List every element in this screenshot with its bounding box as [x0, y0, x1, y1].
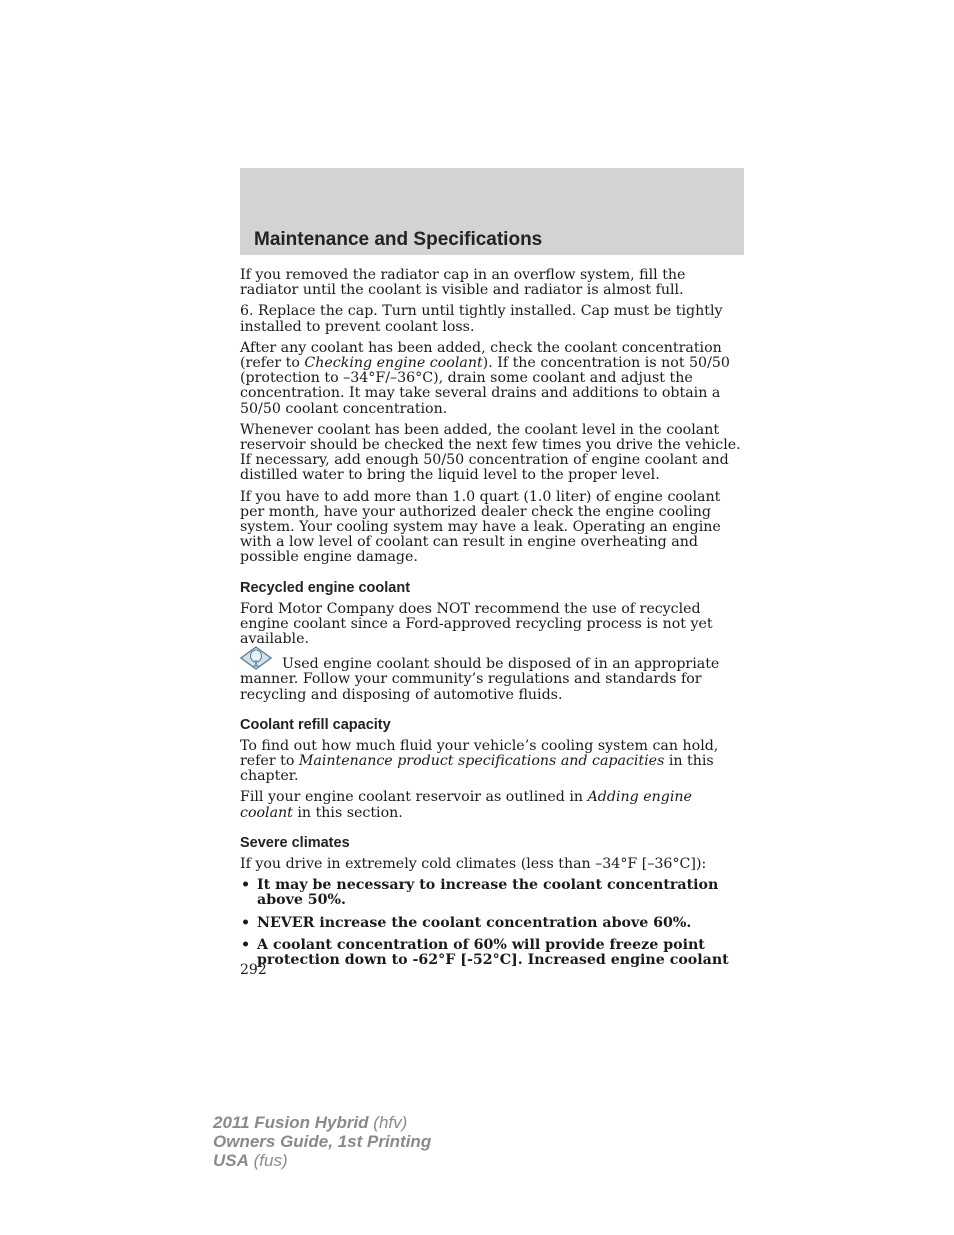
paragraph [240, 739, 746, 785]
cross-reference: Checking engine coolant [304, 355, 483, 372]
paragraph: If you drive in extremely cold climates (less than –34°F [–36°C]): [240, 855, 707, 872]
paragraph: 6. Replace the cap. Turn until tightly installed. Cap must be tightly installed to prevent coolant loss. [240, 303, 723, 335]
section-title: Maintenance and Specifications [254, 229, 543, 250]
page-number: 292 [240, 962, 267, 978]
footer-line [213, 1113, 431, 1132]
market-code: (fus) [248, 1151, 288, 1170]
footer-line [213, 1132, 431, 1151]
footer-imprint [213, 1113, 431, 1170]
list-item: • A coolant concentration of 60% will provide freeze point protection down to -62°F [-52°C]. Increased engine coolant [240, 938, 746, 968]
text: After any coolant has been added, check the coolant concentration (refer to [240, 339, 722, 372]
page-content [240, 268, 746, 975]
text: To find out how much fluid your vehicle’s cooling system can hold, refer to [240, 737, 719, 770]
guide-edition: Owners Guide, 1st Printing [213, 1132, 432, 1151]
environment-note [240, 657, 746, 703]
paragraph: Ford Motor Company does NOT recommend the use of recycled engine coolant since a Ford-approved recycling process is not yet available. [240, 600, 713, 648]
cross-reference: Adding engine coolant [240, 789, 692, 821]
subheading-refill: Coolant refill capacity [240, 716, 391, 733]
bullet-list [240, 878, 746, 968]
section-header-band [240, 168, 744, 255]
market: USA [213, 1151, 249, 1170]
model-code: (hfv) [368, 1113, 408, 1132]
subheading-severe: Severe climates [240, 834, 350, 851]
text: Used engine coolant should be disposed of in an appropriate manner. Follow your community’s regulations and standards for recycling and disposing of automotive fluids. [240, 656, 720, 703]
footer-line [213, 1151, 431, 1170]
paragraph: If you removed the radiator cap in an overflow system, fill the radiator until the coolant is visible and radiator is almost full. [240, 267, 686, 299]
paragraph [240, 341, 746, 417]
tree-icon [240, 646, 272, 670]
cross-reference: Maintenance product specifications and capacities [298, 753, 665, 770]
text: in this chapter. [240, 753, 714, 785]
paragraph: If you have to add more than 1.0 quart (1.0 liter) of engine coolant per month, have your authorized dealer check the engine cooling system. Your cooling system may have a leak. Operating an engine with a low level of coolant can result in engine overheating and possible engine damage. [240, 488, 721, 566]
subheading-recycled: Recycled engine coolant [240, 579, 411, 596]
list-item: • It may be necessary to increase the coolant concentration above 50%. [240, 878, 746, 908]
list-item: • NEVER increase the coolant concentration above 60%. [240, 916, 746, 931]
model-name: 2011 Fusion Hybrid [213, 1113, 369, 1132]
paragraph: Whenever coolant has been added, the coolant level in the coolant reservoir should be checked the next few times you drive the vehicle. If necessary, add enough 50/50 concentration of engine coolant and distilled water to bring the liquid level to the proper level. [240, 421, 741, 484]
paragraph [240, 790, 746, 820]
text: Fill your engine coolant reservoir as outlined in [240, 789, 588, 806]
text: in this section. [292, 804, 403, 821]
text: ). If the concentration is not 50/50 (protection to –34°F/–36°C), drain some coolant and adjust the concentration. It may take several drains and additions to obtain a 50/50 coolant concentration. [240, 355, 730, 417]
